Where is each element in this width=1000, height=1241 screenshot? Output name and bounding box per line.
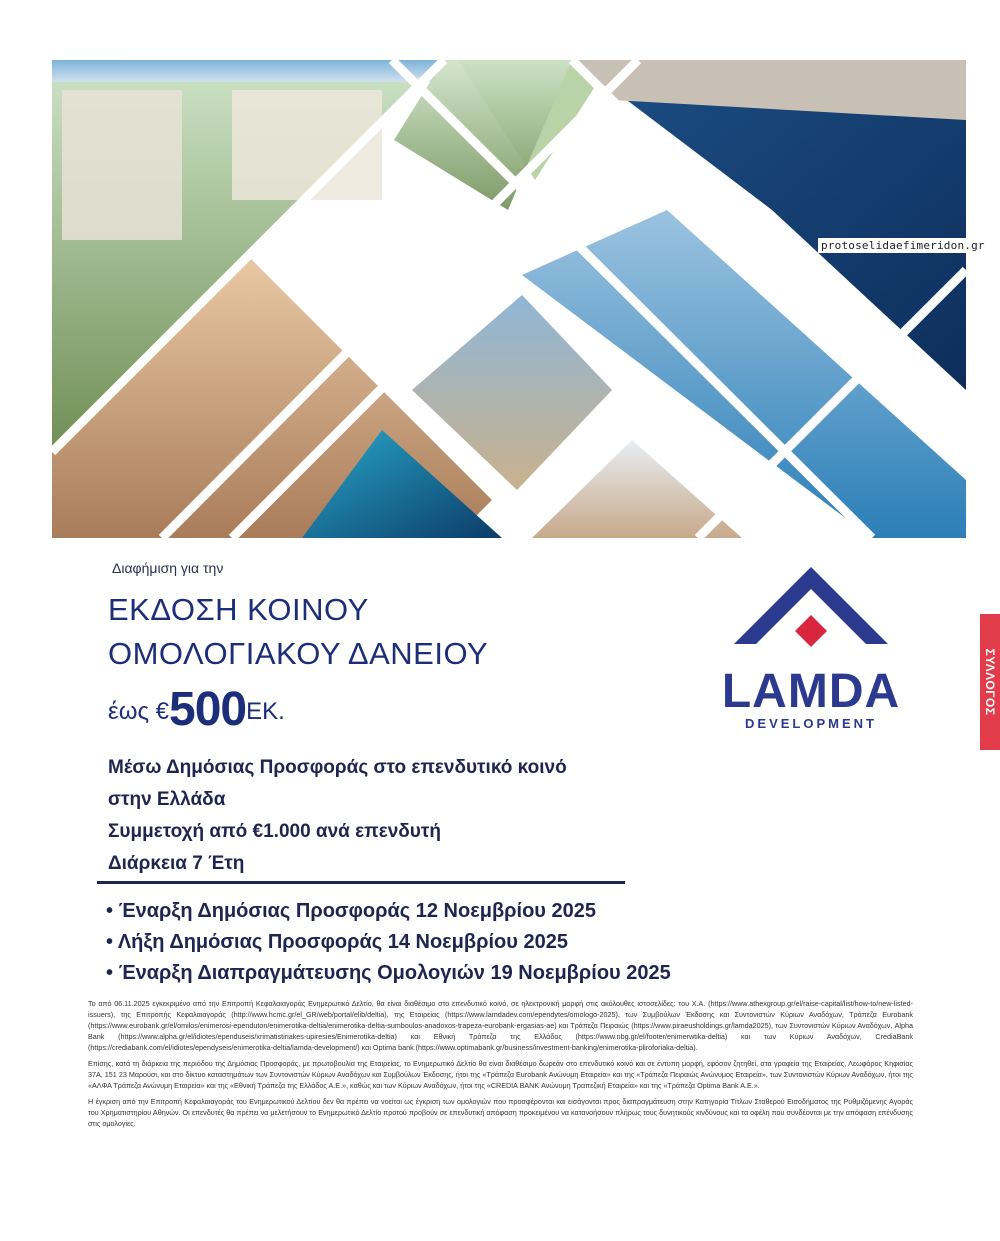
legal-paragraph: Επίσης, κατά τη διάρκεια της περιόδου της Δημόσιας Προσφοράς, με πρωτοβουλία της Εταιρείας, το Ενημερωτικό Δελτίο θα είναι διαθέσιμο δωρεάν στο επενδυτικό κοινό και σε έντυπη μορφή, εφόσον ζητηθεί, στα γραφεία της Εταιρείας, Λεωφόρος Κηφισίας 37Α, 151 23 Μαρούσι, και στο δίκτυο καταστημάτων των Συντονιστών Κύριων Αναδόχων και Συμβούλων Έκδοσης, ήτοι της «Τράπεζα Eurobank Ανώνυμη Εταιρεία» και της «Τράπεζα Πειραιώς Ανώνυμος Εταιρεία», των Συντονιστών Κύριων Αναδόχων, ήτοι της «ΑΛΦΑ Τράπεζα Ανώνυμη Εταιρεία» και της «Εθνική Τράπεζα της Ελλάδος Α.Ε.», καθώς και των Κύριων Αναδόχων, ήτοι της «CREDIA BANK Ανώνυμη Τραπεζική Εταιρεία» και της «Τράπεζα Optima Bank A.E.». bbox=[88, 1059, 913, 1090]
watermark: protoselidaefimeridon.gr bbox=[818, 238, 988, 253]
key-date-item: • Λήξη Δημόσιας Προσφοράς 14 Νοεμβρίου 2025 bbox=[106, 927, 671, 958]
side-tab bbox=[980, 614, 1000, 750]
key-date-item: • Έναρξη Δημόσιας Προσφοράς 12 Νοεμβρίου 2025 bbox=[106, 896, 671, 927]
ad-details bbox=[108, 752, 567, 880]
detail-line: Συμμετοχή από €1.000 ανά επενδυτή bbox=[108, 821, 441, 842]
ad-intro: Διαφήμιση για την bbox=[112, 560, 224, 576]
ad-amount bbox=[108, 682, 285, 737]
amount-suffix: ΕΚ. bbox=[246, 698, 285, 725]
legal-disclaimer bbox=[88, 998, 913, 1134]
detail-line: Μέσω Δημόσιας Προσφοράς στο επενδυτικό κοινό bbox=[108, 757, 567, 778]
logo-diamond-icon bbox=[795, 615, 827, 647]
ad-title-line2: ΟΜΟΛΟΓΙΑΚΟΥ ΔΑΝΕΙΟΥ bbox=[108, 636, 489, 671]
legal-paragraph: Το από 06.11.2025 εγκεκριμένο από την Επιτροπή Κεφαλαιαγοράς Ενημερωτικό Δελτίο, θα είναι διαθέσιμο στο επενδυτικό κοινό, σε ηλεκτρονική μορφή στις ακόλουθες ιστοσελίδες: του Χ.Α. (https://www.athexgroup.gr/el/raise-capital/list/how-to/new-listed-issuers), της Επιτροπής Κεφαλαιαγοράς (http://www.hcmc.gr/el_GR/web/portal/elib/deltia), της Εταιρείας (https://www.lamdadev.com/ependytes/omologo-2025), των Συμβούλων Έκδοσης και Συντονιστών Κύριων Αναδόχων, Τράπεζα Eurobank (https://www.eurobank.gr/el/omilos/enimerosi-ependuton/enimerotika-deltia/enimerotika-deltia-sumboulos-anadoxos-trapeza-eurobank-ergasias-ae) και Τράπεζα Πειραιώς (https://www.piraeusholdings.gr/lamda2025), των Συντονιστών Κύριων Αναδόχων, Alpha Bank (https://www.alpha.gr/el/idiotes/ependuseis/xrimatistiriakes-upiresies/Enimerotika-deltia) και Εθνική Τράπεζα της Ελλάδος (https://www.nbg.gr/el/footer/enimerwtika-deltia) και των Κύριων Αναδόχων, CrediaBank (https://crediabank.com/el/idiotes/ependyseis/enimerotika-deltia/lamda-development/) και Optima bank (https://www.optimabank.gr/business/investment-banking/enimerotika-pliroforiaka-deltia). bbox=[88, 999, 913, 1052]
logo-tagline: DEVELOPMENT bbox=[745, 716, 877, 731]
detail-line: στην Ελλάδα bbox=[108, 789, 226, 810]
legal-paragraph: Η έγκριση από την Επιτροπή Κεφαλαιαγοράς του Ενημερωτικού Δελτίου δεν θα πρέπει να νοείται ως έγκριση των ομολογιών που προσφέρονται και εισάγονται προς διαπραγμάτευση στην Κατηγορία Τίτλων Σταθερού Εισοδήματος της Ρυθμιζόμενης Αγοράς του Χρηματιστηρίου Αθηνών. Οι επενδυτές θα πρέπει να μελετήσουν το Ενημερωτικό Δελτίο προτού προβούν σε επενδυτική απόφαση προκειμένου να κατανοήσουν πλήρως τους δυνητικούς κινδύνους και τα οφέλη που συνδέονται με την απόφαση επένδυσης στις ομολογίες. bbox=[88, 1097, 913, 1128]
lamda-logo bbox=[706, 562, 916, 738]
logo-name: LAMDA bbox=[721, 665, 901, 718]
divider bbox=[97, 881, 625, 884]
amount-prefix: έως € bbox=[108, 698, 170, 725]
amount-value: 500 bbox=[169, 683, 247, 736]
ad-title bbox=[108, 588, 488, 676]
key-dates-list bbox=[106, 896, 671, 989]
side-tab-label: ΣΥΛΛΟΓΟΣ bbox=[983, 648, 997, 716]
ad-title-line1: ΕΚΔΟΣΗ ΚΟΙΝΟΥ bbox=[108, 592, 369, 627]
photo-collage bbox=[52, 60, 966, 538]
key-date-item: • Έναρξη Διαπραγμάτευσης Ομολογιών 19 Νοεμβρίου 2025 bbox=[106, 958, 671, 989]
detail-line: Διάρκεια 7 Έτη bbox=[108, 853, 245, 874]
